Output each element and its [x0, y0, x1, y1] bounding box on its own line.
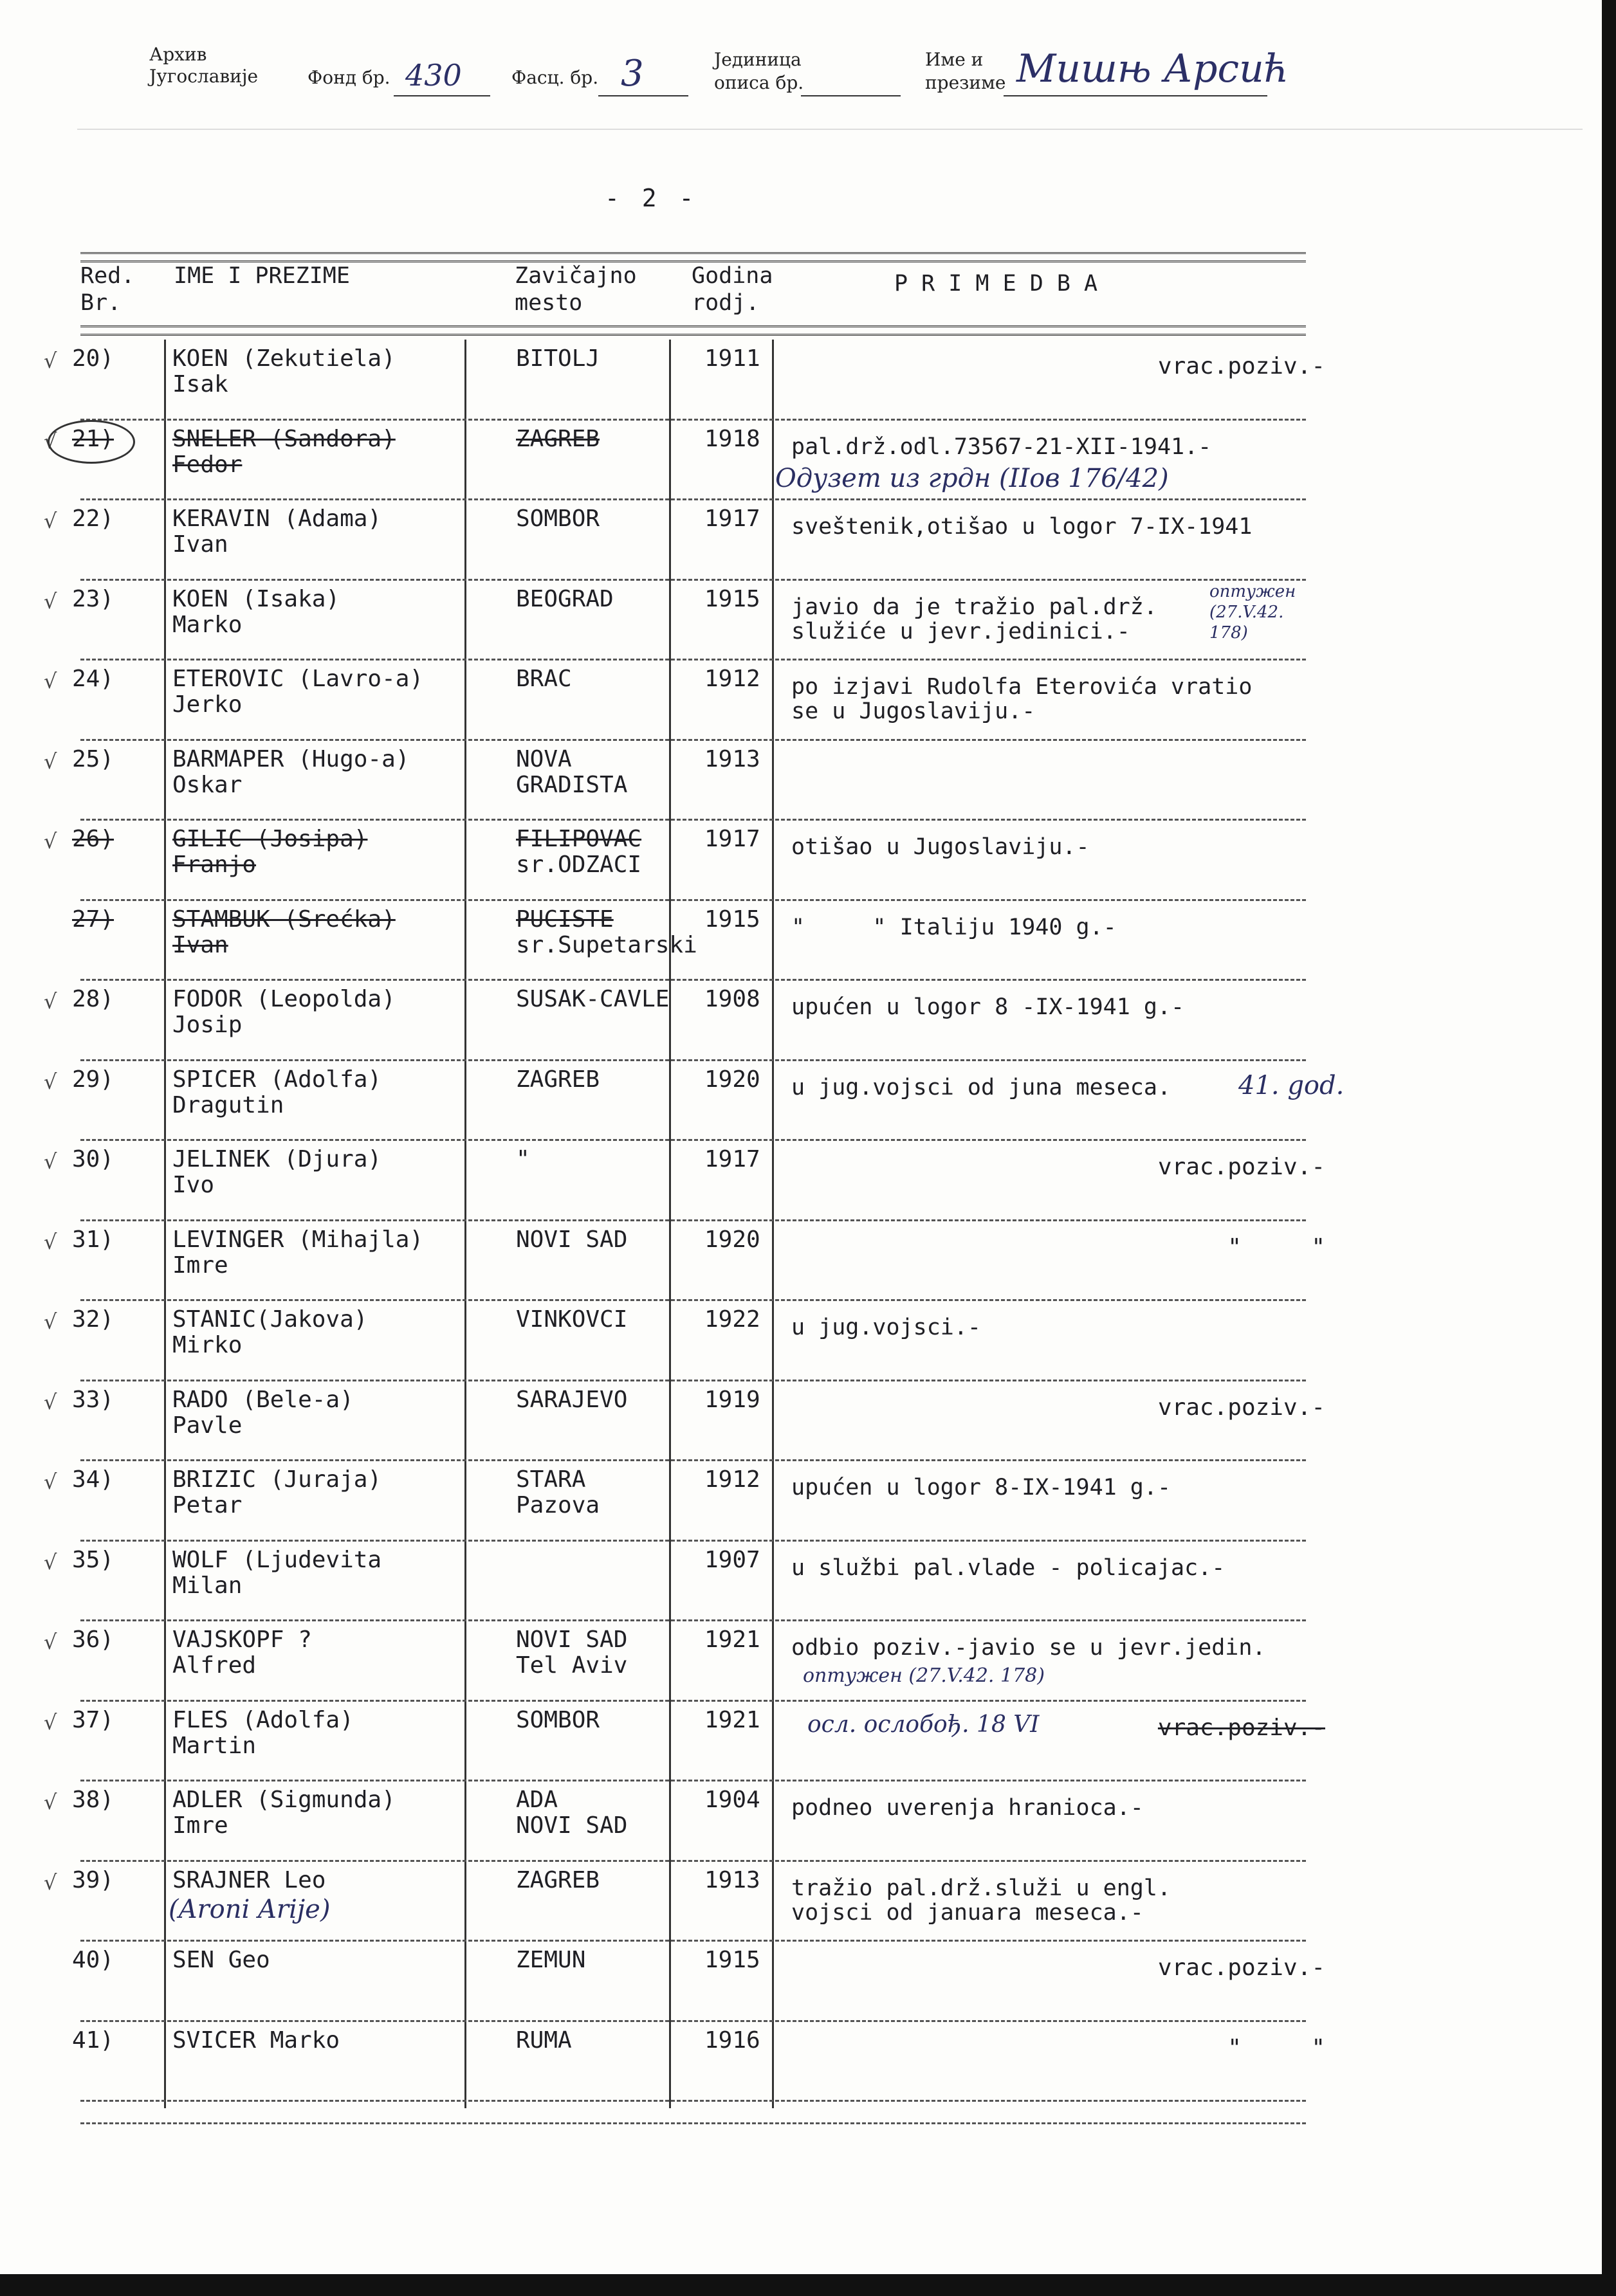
row-name-line1: KOEN (Zekutiela): [172, 345, 396, 372]
row-separator: [80, 1059, 1306, 1061]
row-note-line1: upućen u logor 8-IX-1941 g.-: [791, 1475, 1171, 1500]
table-top-rule: [80, 252, 1306, 262]
row-name-line2: Alfred: [172, 1652, 257, 1679]
row-name-line1: RADO (Bele-a): [172, 1386, 354, 1413]
row-check-mark: √: [44, 1790, 57, 1814]
row-place-line2: NOVI SAD: [516, 1812, 628, 1839]
row-number: 35): [72, 1546, 115, 1573]
row-name-line1: SNELER (Sandora): [172, 425, 396, 452]
row-place-line1: ZEMUN: [516, 1947, 586, 1973]
row-separator: [80, 498, 1306, 500]
table-row: [0, 1942, 1616, 2023]
row-separator: [80, 1860, 1306, 1862]
row-year: 1915: [704, 906, 760, 933]
row-name-line2: Ivan: [172, 931, 228, 958]
row-separator: [80, 1700, 1306, 1702]
row-name-line1: SEN Geo: [172, 1947, 270, 1973]
name-label-line1: Име и: [925, 49, 984, 70]
row-number: 38): [72, 1787, 115, 1813]
col-header-name: IME I PREZIME: [174, 263, 350, 289]
row-note-line2: služiće u jevr.jedinici.-: [791, 618, 1130, 644]
row-note: " ": [1227, 1234, 1325, 1261]
row-name-line1: KERAVIN (Adama): [172, 506, 382, 532]
row-place-line1: NOVI SAD: [516, 1226, 628, 1253]
row-name-line2: Dragutin: [172, 1091, 284, 1118]
row-separator: [80, 1780, 1306, 1781]
row-name-line2: Fedor: [172, 451, 243, 478]
row-year: 1904: [704, 1787, 760, 1813]
row-name-line1: VAJSKOPF ?: [172, 1626, 312, 1653]
row-check-mark: √: [44, 1309, 57, 1334]
table-row: [0, 1542, 1616, 1623]
table-row: [0, 1382, 1616, 1462]
row-name-line2: Josip: [172, 1012, 243, 1038]
row-note-line1: podneo uverenja hranioca.-: [791, 1795, 1144, 1821]
row-number: 28): [72, 986, 115, 1012]
row-place-line1: STARA: [516, 1466, 586, 1493]
row-name-line2: Ivo: [172, 1172, 215, 1198]
row-place-line2: sr.Supetarski: [516, 931, 697, 958]
fasc-value: 3: [621, 53, 644, 95]
row-note-line1: tražio pal.drž.služi u engl.: [791, 1875, 1171, 1901]
table-row: [0, 661, 1616, 742]
row-name-line1: SVICER Marko: [172, 2027, 340, 2054]
row-handwritten-name: (Aroni Arije): [169, 1894, 331, 1924]
archive-name-line1: Архив: [149, 44, 207, 65]
table-row: [0, 421, 1616, 502]
row-number: 26): [72, 826, 115, 852]
row-name-line2: Imre: [172, 1252, 228, 1279]
row-check-mark: √: [44, 1069, 57, 1094]
table-bottom-rule: [80, 2122, 1306, 2124]
row-separator: [80, 579, 1306, 581]
row-check-mark: √: [44, 1229, 57, 1254]
row-year: 1917: [704, 506, 760, 532]
table-row: [0, 1222, 1616, 1302]
header-divider: [77, 129, 1583, 130]
row-separator: [80, 1540, 1306, 1542]
row-place-line1: ADA: [516, 1787, 558, 1813]
name-underline: [1004, 95, 1267, 96]
row-check-mark: √: [44, 749, 57, 774]
row-name-line2: Franjo: [172, 852, 257, 878]
row-name-line1: ETEROVIC (Lavro-a): [172, 666, 424, 692]
row-name-line1: SRAJNER Leo: [172, 1866, 326, 1893]
row-name-line1: STAMBUK (Srećka): [172, 906, 396, 933]
scan-edge-bottom: [0, 2274, 1616, 2296]
row-year: 1920: [704, 1226, 760, 1253]
row-name-line1: ADLER (Sigmunda): [172, 1787, 396, 1813]
row-place-line1: SARAJEVO: [516, 1386, 628, 1413]
row-number: 31): [72, 1226, 115, 1253]
table-row: [0, 1863, 1616, 1943]
row-name-line2: Imre: [172, 1812, 228, 1839]
row-place-line2: Tel Aviv: [516, 1652, 628, 1679]
row-name-line1: GILIC (Josipa): [172, 826, 368, 852]
row-note-line1: pal.drž.odl.73567-21-XII-1941.-: [791, 433, 1212, 460]
table-row: [0, 501, 1616, 581]
table-row: [0, 742, 1616, 822]
row-number: 32): [72, 1306, 115, 1333]
table-row: [0, 1622, 1616, 1702]
row-name-line2: Jerko: [172, 691, 243, 718]
row-place-line1: BEOGRAD: [516, 585, 614, 612]
name-value: Мишњ Арсић: [1016, 46, 1289, 91]
row-note-line1: po izjavi Rudolfa Eterovića vratio: [791, 674, 1253, 700]
row-place-line1: FILIPOVAC: [516, 826, 642, 852]
row-number: 33): [72, 1386, 115, 1413]
fasc-underline: [598, 95, 688, 96]
row-year: 1916: [704, 2027, 760, 2054]
row-note-line1: sveštenik,otišao u logor 7-IX-1941: [791, 514, 1253, 540]
row-number: 37): [72, 1706, 115, 1733]
row-number: 41): [72, 2027, 115, 2054]
table-row: [0, 1302, 1616, 1382]
row-number: 23): [72, 585, 115, 612]
row-place-line1: ZAGREB: [516, 1866, 600, 1893]
row-name-line1: BRIZIC (Juraja): [172, 1466, 382, 1493]
row-name-line2: Oskar: [172, 771, 243, 798]
row-name-line1: STANIC(Jakova): [172, 1306, 368, 1333]
row-place-line1: ZAGREB: [516, 425, 600, 452]
row-note: vrac.poziv.-: [1157, 353, 1325, 379]
row-name-line1: BARMAPER (Hugo-a): [172, 745, 410, 772]
unit-label-line2: описа бр.: [714, 72, 804, 93]
archive-header: [0, 39, 1616, 135]
row-number: 21): [72, 425, 115, 452]
row-check-mark: √: [44, 829, 57, 853]
row-separator: [80, 419, 1306, 421]
page-number: - 2 -: [605, 184, 698, 212]
table-row: [0, 981, 1616, 1062]
row-year: 1917: [704, 826, 760, 852]
row-year: 1913: [704, 1866, 760, 1893]
row-year: 1921: [704, 1706, 760, 1733]
row-year: 1917: [704, 1146, 760, 1172]
row-note-line1: otišao u Jugoslaviju.-: [791, 834, 1090, 860]
row-year: 1907: [704, 1546, 760, 1573]
row-place-line1: SOMBOR: [516, 1706, 600, 1733]
row-number: 20): [72, 345, 115, 372]
row-check-mark: √: [44, 1630, 57, 1654]
row-note: vrac.poziv.-: [1157, 1714, 1325, 1741]
row-separator: [80, 1299, 1306, 1301]
row-check-mark: √: [44, 989, 57, 1014]
table-row: [0, 341, 1616, 421]
row-year: 1919: [704, 1386, 760, 1413]
row-name-line2: Ivan: [172, 531, 228, 558]
row-note-line1: u jug.vojsci.-: [791, 1315, 982, 1340]
row-name-line2: Petar: [172, 1492, 243, 1518]
table-row: [0, 1782, 1616, 1863]
row-place-line1: RUMA: [516, 2027, 572, 2054]
row-place-line1: ": [516, 1146, 530, 1172]
row-check-mark: √: [44, 1149, 57, 1174]
row-place-line1: SOMBOR: [516, 506, 600, 532]
col-header-note: P R I M E D B A: [894, 271, 1098, 296]
row-year: 1911: [704, 345, 760, 372]
row-separator: [80, 739, 1306, 741]
row-place-line1: VINKOVCI: [516, 1306, 628, 1333]
row-number: 27): [72, 906, 115, 933]
scan-edge-right: [1602, 0, 1616, 2296]
row-note: vrac.poziv.-: [1157, 1394, 1325, 1421]
row-year: 1921: [704, 1626, 760, 1653]
row-separator: [80, 1219, 1306, 1221]
row-check-mark: √: [44, 588, 57, 614]
row-check-mark: √: [44, 349, 57, 373]
row-name-line1: JELINEK (Djura): [172, 1146, 382, 1172]
row-place-line1: BITOLJ: [516, 345, 600, 372]
row-year: 1915: [704, 585, 760, 612]
row-year: 1912: [704, 1466, 760, 1493]
archive-name-line2: Југославије: [149, 66, 259, 87]
row-separator: [80, 2100, 1306, 2102]
fond-underline: [394, 95, 490, 96]
row-place-line1: PUCISTE: [516, 906, 614, 933]
row-check-mark: √: [44, 1389, 57, 1414]
row-name-line2: Martin: [172, 1732, 257, 1759]
table-header-rule: [80, 325, 1306, 336]
table-row: [0, 902, 1616, 982]
row-separator: [80, 819, 1306, 821]
row-place-line1: NOVI SAD: [516, 1626, 628, 1653]
row-name-line1: SPICER (Adolfa): [172, 1066, 382, 1093]
row-check-mark: √: [44, 1870, 57, 1895]
unit-underline: [801, 95, 901, 96]
row-name-line1: LEVINGER (Mihajla): [172, 1226, 424, 1253]
row-handwritten-annotation: Одузет из грдн (IIов 176/42): [775, 463, 1169, 493]
table-row: [0, 1142, 1616, 1222]
row-place-line2: sr.ODZACI: [516, 852, 642, 878]
row-name-line2: Marko: [172, 611, 243, 638]
fasc-label: Фасц. бр.: [511, 67, 599, 88]
row-place-line2: GRADISTA: [516, 771, 628, 798]
row-name-line2: Pavle: [172, 1412, 243, 1439]
row-place-line1: NOVA: [516, 745, 572, 772]
row-year: 1915: [704, 1947, 760, 1973]
row-year: 1912: [704, 666, 760, 692]
row-note-line1: u službi pal.vlade - policajac.-: [791, 1554, 1226, 1581]
row-note-line1: javio da je tražio pal.drž.: [791, 594, 1157, 620]
row-note: " ": [1227, 2034, 1325, 2061]
row-year: 1908: [704, 986, 760, 1012]
row-separator: [80, 1380, 1306, 1381]
row-year: 1920: [704, 1066, 760, 1093]
row-check-mark: √: [44, 1549, 57, 1574]
row-separator: [80, 1459, 1306, 1461]
row-note: vrac.poziv.-: [1157, 1154, 1325, 1180]
row-separator: [80, 659, 1306, 661]
row-name-line2: Milan: [172, 1572, 243, 1599]
row-year: 1922: [704, 1306, 760, 1333]
col-header-year: Godina rodj.: [692, 263, 773, 316]
name-label-line2: презиме: [925, 72, 1006, 93]
row-name-line2: Isak: [172, 371, 228, 397]
row-name-line1: FODOR (Leopolda): [172, 986, 396, 1012]
row-separator: [80, 2020, 1306, 2022]
row-place-line1: ZAGREB: [516, 1066, 600, 1093]
row-number: 34): [72, 1466, 115, 1493]
row-number: 24): [72, 666, 115, 692]
row-separator: [80, 1940, 1306, 1942]
col-header-no: Red. Br.: [80, 263, 135, 316]
row-note: vrac.poziv.-: [1157, 1954, 1325, 1981]
row-name-line1: FLES (Adolfa): [172, 1706, 354, 1733]
row-check-mark: √: [44, 1470, 57, 1494]
row-separator: [80, 1619, 1306, 1621]
row-check-mark: √: [44, 509, 57, 533]
row-number: 36): [72, 1626, 115, 1653]
row-place-line2: Pazova: [516, 1492, 600, 1518]
row-name-line2: Mirko: [172, 1332, 243, 1358]
row-note-line1: odbio poziv.-javio se u jevr.jedin.: [791, 1635, 1266, 1661]
row-note-line1: u jug.vojsci od juna meseca.: [791, 1074, 1171, 1100]
row-separator: [80, 1139, 1306, 1141]
row-separator: [80, 979, 1306, 981]
row-number: 30): [72, 1146, 115, 1172]
unit-label-line1: Јединица: [714, 49, 802, 70]
table-row: [0, 1062, 1616, 1142]
row-check-mark: √: [44, 669, 57, 693]
row-number: 40): [72, 1947, 115, 1973]
fond-value: 430: [405, 58, 462, 93]
row-handwritten-annotation: оптужен (27.V.42. 178): [1209, 581, 1296, 642]
row-name-line1: KOEN (Isaka): [172, 585, 340, 612]
fond-label: Фонд бр.: [308, 67, 390, 88]
row-name-line1: WOLF (Ljudevita: [172, 1546, 382, 1573]
row-number: 29): [72, 1066, 115, 1093]
row-handwritten-annotation: оптужен (27.V.42. 178): [803, 1664, 1045, 1687]
row-note-line2: vojsci od januara meseca.-: [791, 1899, 1144, 1926]
row-number-circle: [48, 420, 135, 464]
row-year: 1913: [704, 745, 760, 772]
table-row: [0, 821, 1616, 902]
col-header-place: Zavičajno mesto: [515, 263, 637, 316]
row-note-line2: se u Jugoslaviju.-: [791, 698, 1036, 724]
row-check-mark: √: [44, 428, 57, 453]
row-separator: [80, 899, 1306, 901]
row-year: 1918: [704, 425, 760, 452]
row-number: 22): [72, 506, 115, 532]
table-row: [0, 1462, 1616, 1542]
table-row: [0, 581, 1616, 662]
row-place-line1: BRAC: [516, 666, 572, 692]
row-place-line1: SUSAK-CAVLE: [516, 986, 670, 1012]
row-handwritten-annotation: осл. ослобођ. 18 VI: [807, 1711, 1040, 1738]
row-check-mark: √: [44, 1709, 57, 1735]
row-number: 25): [72, 745, 115, 772]
row-note-line1: upućen u logor 8 -IX-1941 g.-: [791, 994, 1185, 1020]
row-note-line1: " " Italiju 1940 g.-: [791, 914, 1117, 940]
table-row: [0, 1702, 1616, 1783]
row-handwritten-annotation: 41. god.: [1238, 1070, 1345, 1100]
table-row: [0, 2023, 1616, 2103]
row-number: 39): [72, 1866, 115, 1893]
